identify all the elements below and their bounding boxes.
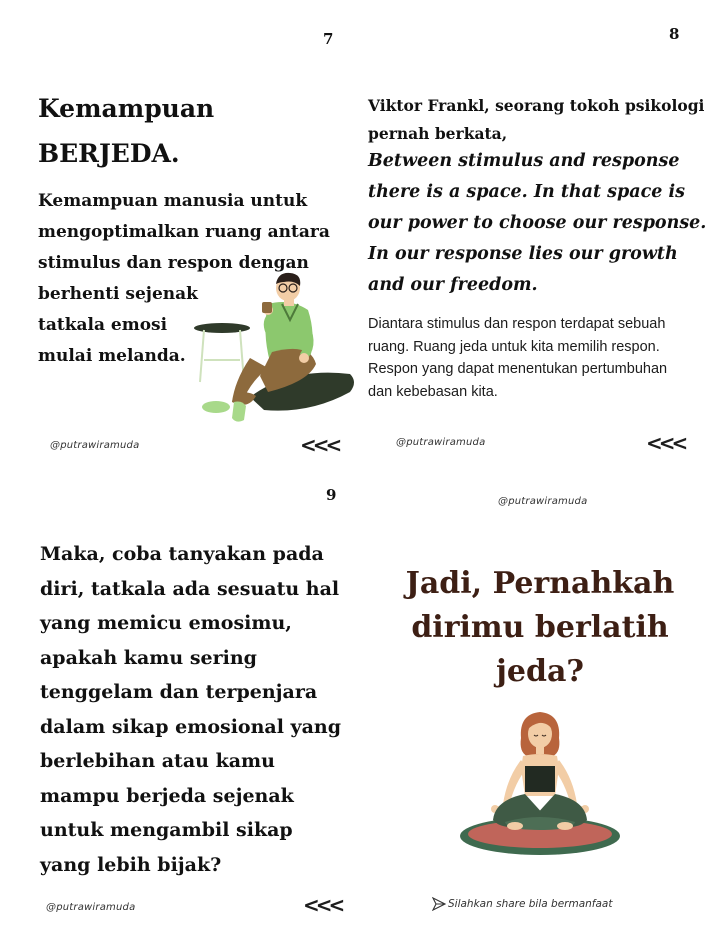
panel7-title [38,86,338,176]
panel9-body [40,537,350,882]
panel8-intro-line: Viktor Frankl, seorang tokoh psikologi [368,96,705,115]
man-drinking-coffee-illustration [190,272,360,427]
closing-title-line: Jadi, Pernahkah [405,566,675,601]
translation-line: Respon yang dapat menentukan pertumbuhan [368,361,668,377]
panel9-bold-line [40,813,350,848]
panel9-bold-line [40,848,350,883]
page-number-7: 7 [323,30,334,48]
panel7-back-arrows[interactable]: <<< [300,433,339,457]
meditating-woman-illustration [455,708,625,858]
panel9-line-mixed [40,744,350,779]
panel7-title-line: BERJEDA. [38,139,180,168]
panel9-handle: @putrawiramuda [46,902,136,913]
panel9-line: Maka, coba tanyakan pada [40,543,324,565]
panel9-line7-bold: kamu [215,750,275,772]
panel9-line: dalam sikap emosional yang [40,715,341,738]
panel9-back-arrows[interactable]: <<< [303,893,342,917]
panel7-handle: @putrawiramuda [50,440,140,451]
quote-line: Between stimulus and response [368,151,680,171]
page-number-9: 9 [326,486,337,504]
panel7-body-line: mengoptimalkan ruang antara [38,222,330,242]
translation-line: dan kebebasan kita. [368,383,498,400]
closing-question-title [380,562,700,694]
panel7-body-line: mulai melanda. [38,346,186,366]
panel9-line: tenggelam dan terpenjara [40,681,318,703]
quote-line: our power to choose our response. [368,213,707,233]
panel8-handle: @putrawiramuda [396,437,486,448]
quote-translation [368,313,708,403]
quote-line: In our response lies our growth [368,244,678,264]
panel7-body-line: stimulus dan respon dengan [38,253,309,273]
translation-line: Diantara stimulus dan respon terdapat sebuah [368,316,666,332]
panel9-line7-regular: berlebihan atau [40,750,216,772]
panel9-line: apakah kamu sering [40,646,257,669]
panel7-body-line: tatkala emosi [38,315,168,335]
panel9-line: yang memicu emosimu, [40,612,292,634]
quote-line: there is a space. In that space is [368,182,685,202]
panel10-handle: @putrawiramuda [498,496,588,507]
panel7-title-line: Kemampuan [38,94,215,123]
panel8-back-arrows[interactable]: <<< [646,431,685,455]
translation-line: ruang. Ruang jeda untuk kita memilih respon. [368,338,660,355]
panel9-line: diri, tatkala ada sesuatu hal [40,577,340,600]
page-number-8: 8 [669,25,680,43]
panel9-bold-text: mampu berjeda sejenak [40,784,294,807]
frankl-quote [368,146,713,301]
panel9-bold-line [40,779,350,814]
closing-title-line: jeda? [496,654,584,689]
share-note: Silahkan share bila bermanfaat [448,898,613,910]
closing-title-line: dirimu berlatih [411,610,669,645]
panel8-intro [368,92,713,148]
panel9-bold-text: untuk mengambil sikap [40,819,293,841]
panel9-bold-text: yang lebih bijak? [40,853,222,876]
panel7-body-line: Kemampuan manusia untuk [38,191,308,211]
send-icon [432,897,446,911]
quote-line: and our freedom. [368,275,538,295]
panel7-body-line: berhenti sejenak [38,284,198,304]
panel8-intro-line: pernah berkata, [368,124,508,143]
